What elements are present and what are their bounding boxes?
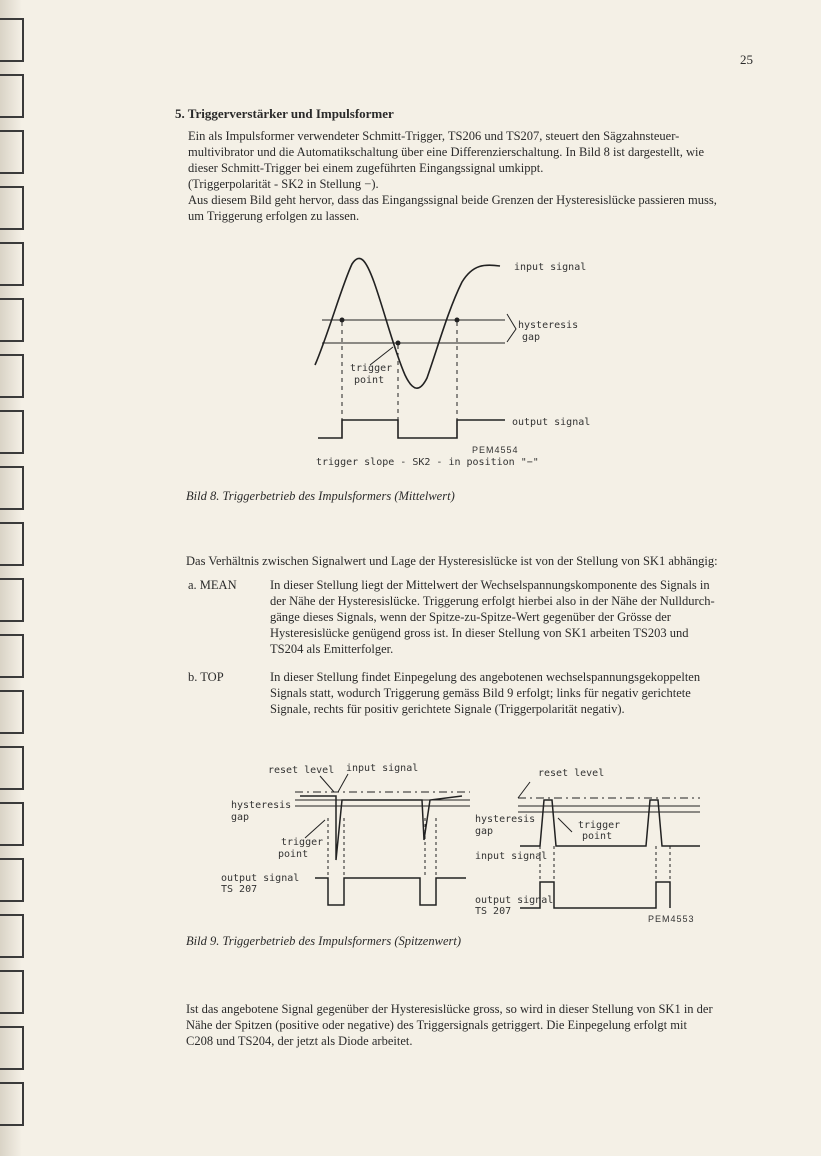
binding-ring (0, 578, 24, 622)
fig9-left-output-label: output signal (221, 873, 300, 884)
fig9-right-trigger-label: trigger (578, 820, 621, 831)
fig9-left-ts-label: TS 207 (221, 884, 258, 895)
binding-ring (0, 1026, 24, 1070)
binding-ring (0, 242, 24, 286)
binding-ring (0, 802, 24, 846)
intro-line: um Triggerung erfolgen zu lassen. (188, 209, 360, 223)
closing-line: C208 und TS204, der jetzt als Diode arbeitet. (186, 1034, 413, 1048)
closing-line: Nähe der Spitzen (positive oder negative) des Triggersignals getriggert. Die Einpegelung erfolgt mit (186, 1018, 687, 1032)
binding-ring (0, 186, 24, 230)
intro-paragraph (188, 128, 717, 224)
fig8-hysteresis-label: hysteresis (518, 320, 579, 331)
item-a-label: a. MEAN (188, 578, 237, 592)
left-output-signal (315, 878, 466, 905)
fig8-footnote: trigger slope - SK2 - in position "−" (316, 457, 539, 468)
fig9-left-gap-label: gap (231, 812, 250, 823)
binding-ring (0, 858, 24, 902)
binding-ring (0, 746, 24, 790)
item-a-line: Hysteresislücke genügend gross ist. In dieser Stellung von SK1 arbeiten TS203 und (270, 626, 689, 640)
item-a-text (270, 577, 715, 657)
fig9-left-trigger-label: trigger (281, 837, 324, 848)
item-a-line: In dieser Stellung liegt der Mittelwert der Wechselspannungskomponente des Signals in (270, 578, 710, 592)
fig8-output-label: output signal (512, 417, 591, 428)
item-b-line: Signale, rechts für positiv gerichtete Signale (Triggerpolarität negativ). (270, 702, 625, 716)
figure-8-diagram (300, 250, 600, 475)
figure-9-diagram (200, 760, 720, 930)
binding-ring (0, 18, 24, 62)
intro-line: Ein als Impulsformer verwendeter Schmitt-Trigger, TS206 und TS207, steuert den Sägzahnsteuer- (188, 129, 680, 143)
fig9-left-hyst-label: hysteresis (231, 800, 292, 811)
item-a-line: der Nähe der Hysteresislücke. Triggerung erfolgt hierbei also in der Nähe der Nulldurch- (270, 594, 715, 608)
page-number: 25 (740, 52, 753, 67)
fig9-right-input-label: input signal (475, 851, 548, 862)
fig9-right-output-label: output signal (475, 895, 554, 906)
fig8-code: PEM4554 (472, 445, 519, 455)
binding-ring (0, 522, 24, 566)
figure-9-caption: Bild 9. Triggerbetrieb des Impulsformers (Spitzenwert) (186, 934, 461, 948)
input-signal-wave (315, 258, 500, 388)
binding-ring (0, 130, 24, 174)
item-b-label: b. TOP (188, 670, 224, 684)
fig9-right-gap-label: gap (475, 826, 494, 837)
binding-ring (0, 298, 24, 342)
sk1-intro: Das Verhältnis zwischen Signalwert und Lage der Hysteresislücke ist von der Stellung von SK1 abhängig: (186, 554, 718, 568)
fig9-code: PEM4553 (648, 914, 695, 924)
closing-paragraph (186, 1001, 713, 1049)
item-a-line: gänge dieses Signals, wenn der Spitze-zu-Spitze-Wert gegenüber der Grösse der (270, 610, 671, 624)
fig9-right-point-label: point (582, 831, 613, 842)
fig8-point-label: point (354, 375, 385, 386)
binding-ring (0, 410, 24, 454)
binding-ring (0, 466, 24, 510)
section-title: 5. Triggerverstärker und Impulsformer (175, 106, 394, 121)
binding-ring (0, 914, 24, 958)
fig9-right-hyst-label: hysteresis (475, 814, 536, 825)
item-b-line: In dieser Stellung findet Einpegelung des angebotenen wechselspannungsgekoppelten (270, 670, 701, 684)
binding-ring (0, 690, 24, 734)
binding-ring (0, 74, 24, 118)
item-b-line: Signals statt, wodurch Triggerung gemäss Bild 9 erfolgt; links für negativ gerichtete (270, 686, 691, 700)
fig9-left-input-label: input signal (346, 763, 419, 774)
item-b-text (270, 669, 700, 717)
output-signal-wave (318, 420, 505, 438)
item-a-line: TS204 als Emitterfolger. (270, 642, 394, 656)
intro-line: (Triggerpolarität - SK2 in Stellung −). (188, 177, 379, 191)
fig8-gap-label: gap (522, 332, 541, 343)
closing-line: Ist das angebotene Signal gegenüber der Hysteresislücke gross, so wird in dieser Stellung von SK1 in der (186, 1002, 713, 1016)
fig9-left-reset-label: reset level (268, 765, 335, 776)
intro-line: dieser Schmitt-Trigger bei einem zugeführten Eingangssignal umkippt. (188, 161, 544, 175)
binding-ring (0, 970, 24, 1014)
binding-ring (0, 1082, 24, 1126)
fig9-right-ts-label: TS 207 (475, 906, 512, 917)
intro-line: multivibrator und die Automatikschaltung über eine Differenzierschaltung. In Bild 8 ist dargestellt, wie (188, 145, 705, 159)
fig9-right-reset-label: reset level (538, 768, 605, 779)
fig8-input-label: input signal (514, 262, 587, 273)
binding-ring (0, 634, 24, 678)
binding-ring (0, 354, 24, 398)
fig9-left-point-label: point (278, 849, 309, 860)
fig8-trigger-label: trigger (350, 363, 393, 374)
hysteresis-bracket (507, 314, 516, 342)
intro-line: Aus diesem Bild geht hervor, dass das Eingangssignal beide Grenzen der Hysteresislücke passieren muss, (188, 193, 717, 207)
figure-8-caption: Bild 8. Triggerbetrieb des Impulsformers (Mittelwert) (186, 489, 455, 503)
